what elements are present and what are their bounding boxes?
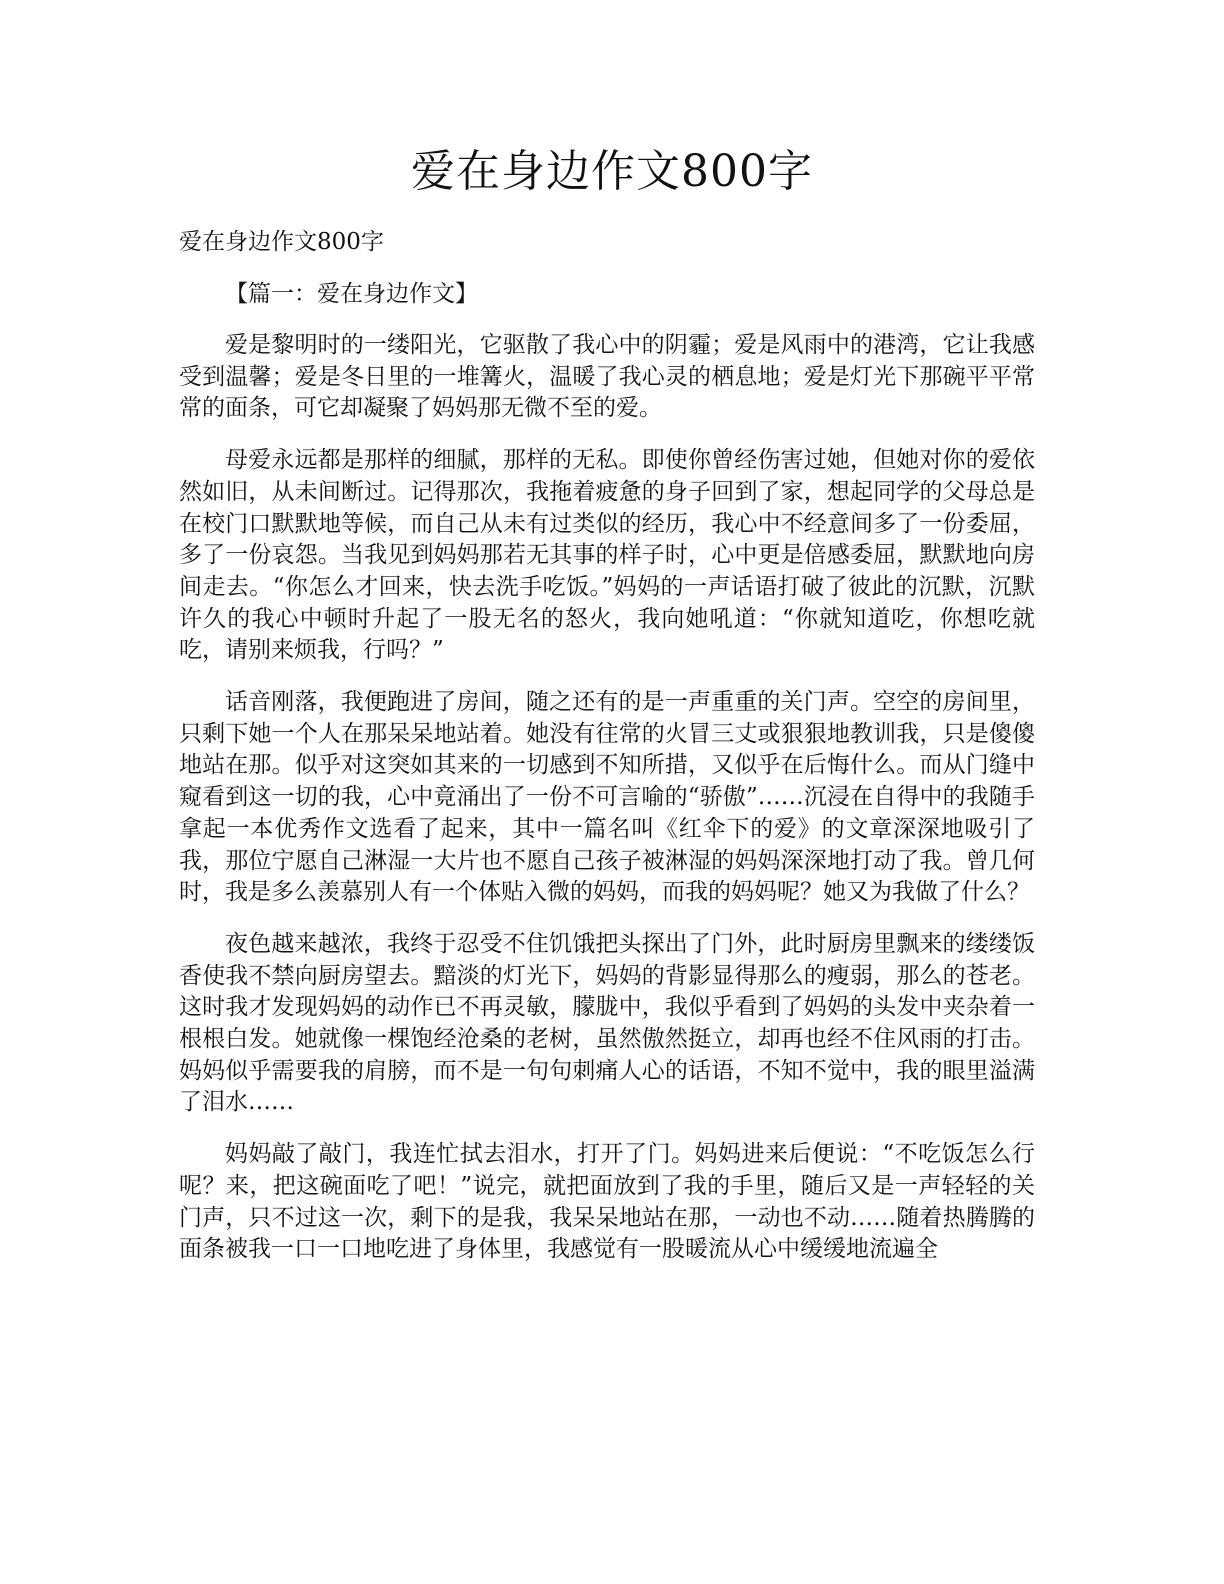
section-heading: 【篇一：爱在身边作文】 [225,281,478,307]
paragraph: 话音刚落，我便跑进了房间，随之还有的是一声重重的关门声。空空的房间里，只剩下她一个人在那呆呆地站着。她没有往常的火冒三丈或狠狠地教训我，只是傻傻地站在那。似乎对这突如其来的一切感到不知所措，又似乎在后悔什么。而从门缝中窥看到这一切的我，心中竟涌出了一份不可言喻的“骄傲”……沉浸在自得中的我随手拿起一本优秀作文选看了起来，其中一篇名叫《红伞下的爱》的文章深深地吸引了我，那位宁愿自己淋湿一大片也不愿自己孩子被淋湿的妈妈深深地打动了我。曾几何时，我是多么羡慕别人有一个体贴入微的妈妈，而我的妈妈呢？她又为我做了什么？ [179,689,1035,906]
paragraph: 夜色越来越浓，我终于忍受不住饥饿把头探出了门外，此时厨房里飘来的缕缕饭香使我不禁向厨房望去。黯淡的灯光下，妈妈的背影显得那么的瘦弱，那么的苍老。这时我才发现妈妈的动作已不再灵敏，朦胧中，我似乎看到了妈妈的头发中夹杂着一根根白发。她就像一棵饱经沧桑的老树，虽然傲然挺立，却再也经不住风雨的打击。妈妈似乎需要我的肩膀，而不是一句句刺痛人心的话语，不知不觉中，我的眼里溢满了泪水…… [179,930,1035,1116]
paragraph: 爱是黎明时的一缕阳光，它驱散了我心中的阴霾；爱是风雨中的港湾，它让我感受到温馨；爱是冬日里的一堆篝火，温暖了我心灵的栖息地；爱是灯光下那碗平平常常的面条，可它却凝聚了妈妈那无微不至的爱。 [179,332,1035,422]
document-title: 爱在身边作文800字 [411,146,813,197]
paragraph: 母爱永远都是那样的细腻，那样的无私。即使你曾经伤害过她，但她对你的爱依然如旧，从未间断过。记得那次，我拖着疲惫的身子回到了家，想起同学的父母总是在校门口默默地等候，而自己从未有过类似的经历，我心中不经意间多了一份委屈，多了一份哀怨。当我见到妈妈那若无其事的样子时，心中更是倍感委屈，默默地向房间走去。“你怎么才回来，快去洗手吃饭。”妈妈的一声话语打破了彼此的沉默，沉默许久的我心中顿时升起了一股无名的怒火，我向她吼道：“你就知道吃，你想吃就吃，请别来烦我，行吗？” [179,447,1035,664]
paragraph: 妈妈敲了敲门，我连忙拭去泪水，打开了门。妈妈进来后便说：“不吃饭怎么行呢？来，把这碗面吃了吧！”说完，就把面放到了我的手里，随后又是一声轻轻的关门声，只不过这一次，剩下的是我，我呆呆地站在那，一动也不动……随着热腾腾的面条被我一口一口地吃进了身体里，我感觉有一股暖流从心中缓缓地流遍全 [179,1141,1035,1263]
document-body [179,226,1035,1286]
document-subtitle: 爱在身边作文800字 [179,229,384,255]
